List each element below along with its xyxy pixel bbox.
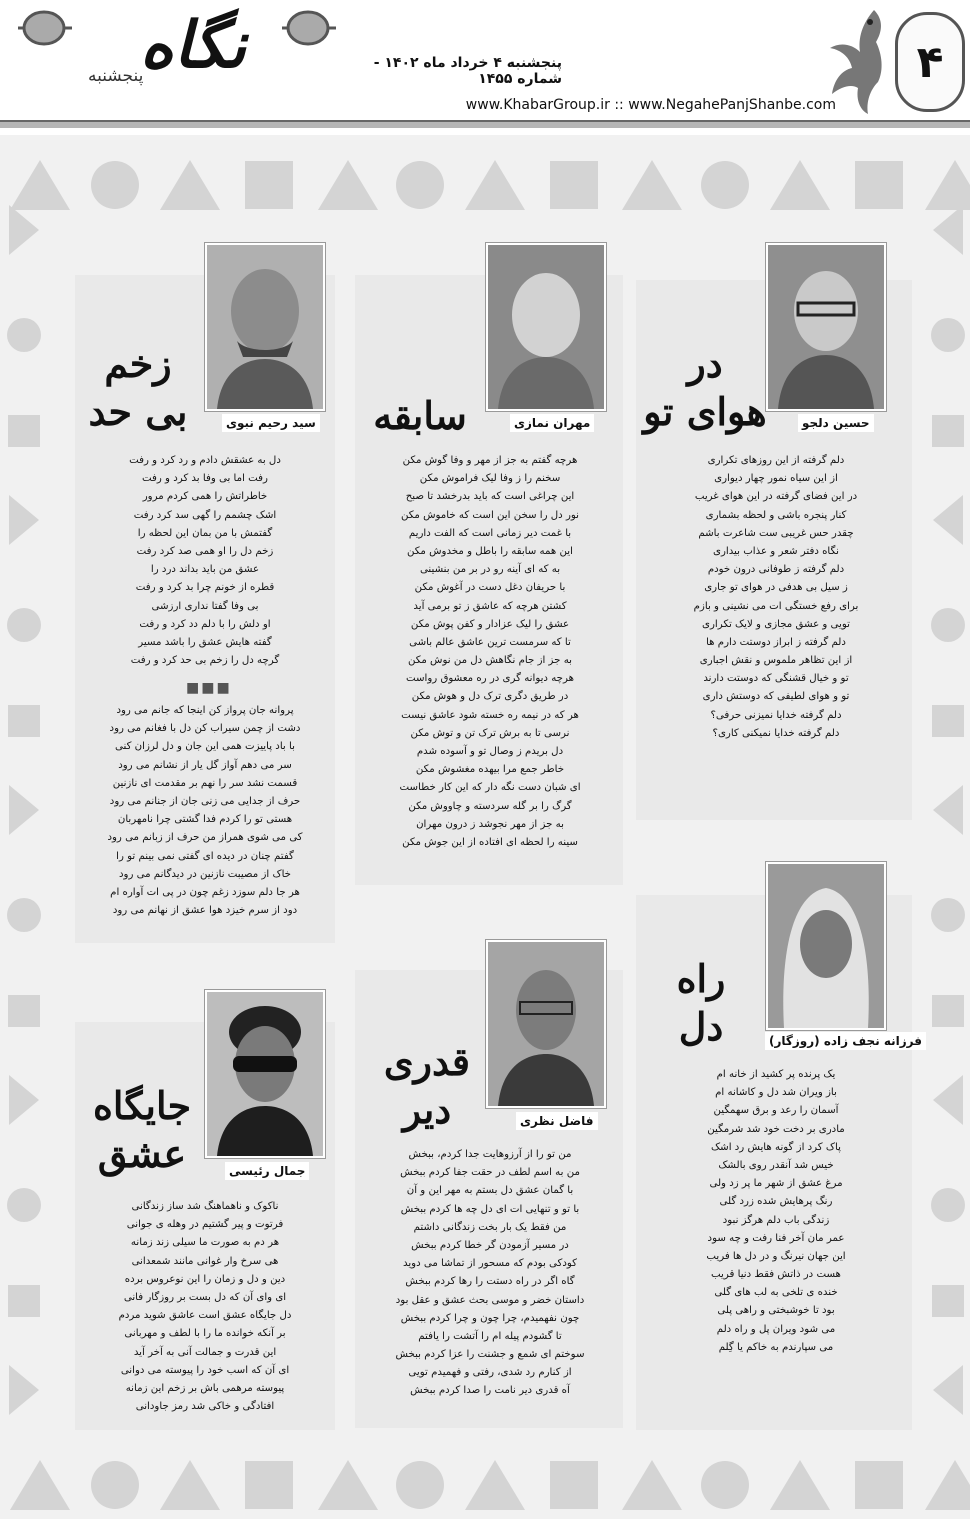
decorative-shapes-bottom bbox=[0, 1455, 970, 1515]
poem-text: من تو را از آرزوهایت جدا کردم، ببخش من به اسم لطف در حقت جفا کردم ببخش با گمان عشق دل بستم به مهر این و آن با تو و تنهایی ات ای دل چه ها کردم ببخش من فقط یک بار بخت زندگانی داشتم در مسیر آزمودن گر خطا کردم ببخش کودکی بودم که مسحور از تماشا می دوید گاه اگر در راه دستت را رها کردم ببخش داستان خضر و موسی بحث عشق و عقل بود چون نفهمیدم، چرا چون و چرا کردم ببخش تا گشودم پیله ام را آتشت را یافتم سوختم ای شمع و جشنت را عزا کردم ببخش از کنارم رد شدی، رفتی و فهمیدم تویی آه قدری دیر نامت را صدا کردم ببخش bbox=[395, 1149, 585, 1397]
decorative-shapes-left bbox=[4, 195, 44, 1445]
poem-text: دلم گرفته از این روزهای تکراری از این سیاه نمور چهار دیواری در این فضای گرفته در این هوای غریب کنار پنجره باشی و لحظه بشماری چقدر حس غریبی ست شاعرت باشم نگاه دفتر شعر و عذاب بیداری دلم گرفته ز طوفانی درون خودم ز سیل بی هدفی در هوای تو جاری برای رفع خستگی ات می نشینی و بازم تویی و عشق مجازی و لایک تکراری دلم گرفته ز ابراز دوستت دارم ها از این تظاهر ملموس و نقش اجباری تو و خیال قشنگی که دوستت دارند تو و هوای لطیفی که دوستش داری دلم گرفته خدایا نمیزنی حرفی؟ دلم گرفته خدایا نمیکنی کاری؟ bbox=[693, 455, 859, 739]
website-urls: www.KhabarGroup.ir :: www.NegahePanjShanbe.com bbox=[465, 97, 836, 113]
masthead-subtitle: پنجشنبه bbox=[88, 66, 144, 86]
poet-photo bbox=[486, 940, 606, 1108]
poem-text: هرچه گفتم به جز از مهر و وفا گوش مکن سخنم را ز وفا لیک فراموش مکن این چراغی است که باید بدرخشد تا صبح نور دل را سخن این است که خاموش مکن با غمت دیر زمانی است که الفت داریم این همه سابقه را باطل و مخدوش مکن به که ای آینه رو در بر من بنشینی با حریفان دغل دست در آغوش مکن کشتن هرچه که عاشق ز تو برمی آید عشق را لیک عزادار و کفن پوش مکن تا که سرمست ترین عاشق عالم باشی به جز از جام نگاهش دل من نوش مکن هرچه دیوانه گری در ره معشوق رواست در طریق دگری ترک دل و هوش مکن هر که در نیمه ره خسته شود عاشق نیست نرسی تا به برش ترک تن و توش مکن دل بریدم ز وصال تو و آسوده شدم خاطر جمع مرا بیهده مغشوش مکن ای شبان دست نگه دار که این کار خطاست گرگ را بر گله سردسته و چاووش مکن به جز از مهر نجوشد ز درون مهران سینه را لحظه ای افتاده از این جوش مکن bbox=[399, 455, 581, 848]
poet-photo bbox=[205, 243, 325, 411]
ornament-icon bbox=[278, 8, 338, 48]
decorative-shapes-right bbox=[928, 195, 968, 1445]
poet-name: فرزانه نجف زاده (روزگار) bbox=[765, 1032, 926, 1050]
poem-title: قدری دیر bbox=[383, 1039, 471, 1132]
poem-title: جایگاه عشق bbox=[92, 1083, 192, 1176]
masthead-logo: نگاه bbox=[140, 8, 247, 83]
decorative-shapes-top bbox=[0, 155, 970, 215]
header-divider bbox=[0, 120, 970, 128]
poet-photo bbox=[486, 243, 606, 411]
poet-photo bbox=[205, 990, 325, 1158]
page-number: ۴ bbox=[895, 12, 965, 112]
poem-title: راه دل bbox=[676, 956, 726, 1049]
poet-name: فاضل نظری bbox=[516, 1112, 598, 1130]
poem-title: سابقه bbox=[373, 393, 467, 438]
poem-text: ناکوک و ناهماهنگ شد ساز زندگانی فرتوت و پیر گشتیم در وهله ی جوانی هر دم به صورت ما سیلی زند زمانه هی سرخ وار غوانی مانند شمعدانی دین و دل و زمان را این نوعروس برده ای وای آن که دل بست بر روزگار فانی دل جایگاه عشق است عاشق شوید مردم بر آنکه خوانده ما را با لطف و مهربانی این قدرت و جمالت آنی به آخر آید ای آن که اسب خود را پیوسته می دوانی پیوسته مرهمی باش بر زخم این زمانه افتادگی و خاکی شد رمز جاودانی bbox=[118, 1201, 292, 1413]
issue-date: پنجشنبه ۴ خرداد ماه ۱۴۰۲ - شماره ۱۴۵۵ bbox=[373, 55, 562, 87]
poet-photo bbox=[766, 243, 886, 411]
poem-text: پروانه جان پرواز کن اینجا که جانم می رود دشت از چمن سیراب کن دل با فغانم می رود با باد پاییزت همی این جان و دل لرزان کنی سر می دهم آواز گل یار از نشانم می رود قسمت نشد سر را نهم بر مقدمت ای نازنین حرف از جدایی می زنی جان از جنانم می رود هستی تو را کردم فدا گشتی چرا نامهربان کی می شوی همراز من حرف از زبانم می رود گفتم چنان در دیده ای گفتی نمی بینم تو را خاک از مصیبت نازنین در دیدگانم می رود هر جا دلم سوزد زغم چون در پی ات آواره ام دود از سرم خیزد هوا عشق از نهانم می رود bbox=[107, 705, 303, 917]
newspaper-header bbox=[0, 0, 970, 132]
poet-name: مهران نمازی bbox=[510, 414, 594, 432]
poet-photo bbox=[766, 862, 886, 1030]
poet-name: حسین دلجو bbox=[798, 414, 874, 432]
ornament-icon bbox=[14, 8, 74, 48]
poem-text: دل به عشقش دادم و رد کرد و رفت رفت اما بی وفا بد کرد و رفت خاطراتش را همی کردم مرور اشک چشمم را گهی سد کرد رفت گفتمش با من بمان این لحظه را زخم دل را او همی صد کرد رفت عشق من باید بداند درد را قطره از خونم چرا بد کرد و رفت بی وفا گفتا نداری ارزشی او دلش را با دلم دد کرد و رفت گفته هایش عشق را باشد مسیر گرچه دل را زخم بی حد کرد و رفت bbox=[129, 455, 281, 667]
poet-name: سید رحیم نبوی bbox=[222, 414, 320, 432]
stanza-separator: ■■■ bbox=[186, 680, 232, 696]
poem-title: در هوای تو bbox=[643, 341, 767, 434]
poem-title: زخم بی حد bbox=[88, 341, 188, 434]
poet-name: جمال رئیسی bbox=[225, 1162, 309, 1180]
poem-text: یک پرنده پر کشید از خانه ام باز ویران شد دل و کاشانه ام آسمان را رعد و برق سهمگین مادری بر دخت خود شد شرمگین پاک کرد از گونه هایش رد اشک خیس شد آنقدر روی بالشک مرغ عشق از شهر ما پر زد ولی رنگ پرهایش شده زرد گلی زندگی باب دلم هرگز نبود عمر مان آخر فنا رفت و چه سود این جهان نیرنگ و در دل ها فریب هست در ذاتش فقط دنیا قریب خنده ی تلخی به لب های گلی بود تا خوشبختی و راهی پلی می شود ویران پل و راه دلم می سپارندم به خاکم یا گِلم bbox=[706, 1069, 846, 1353]
